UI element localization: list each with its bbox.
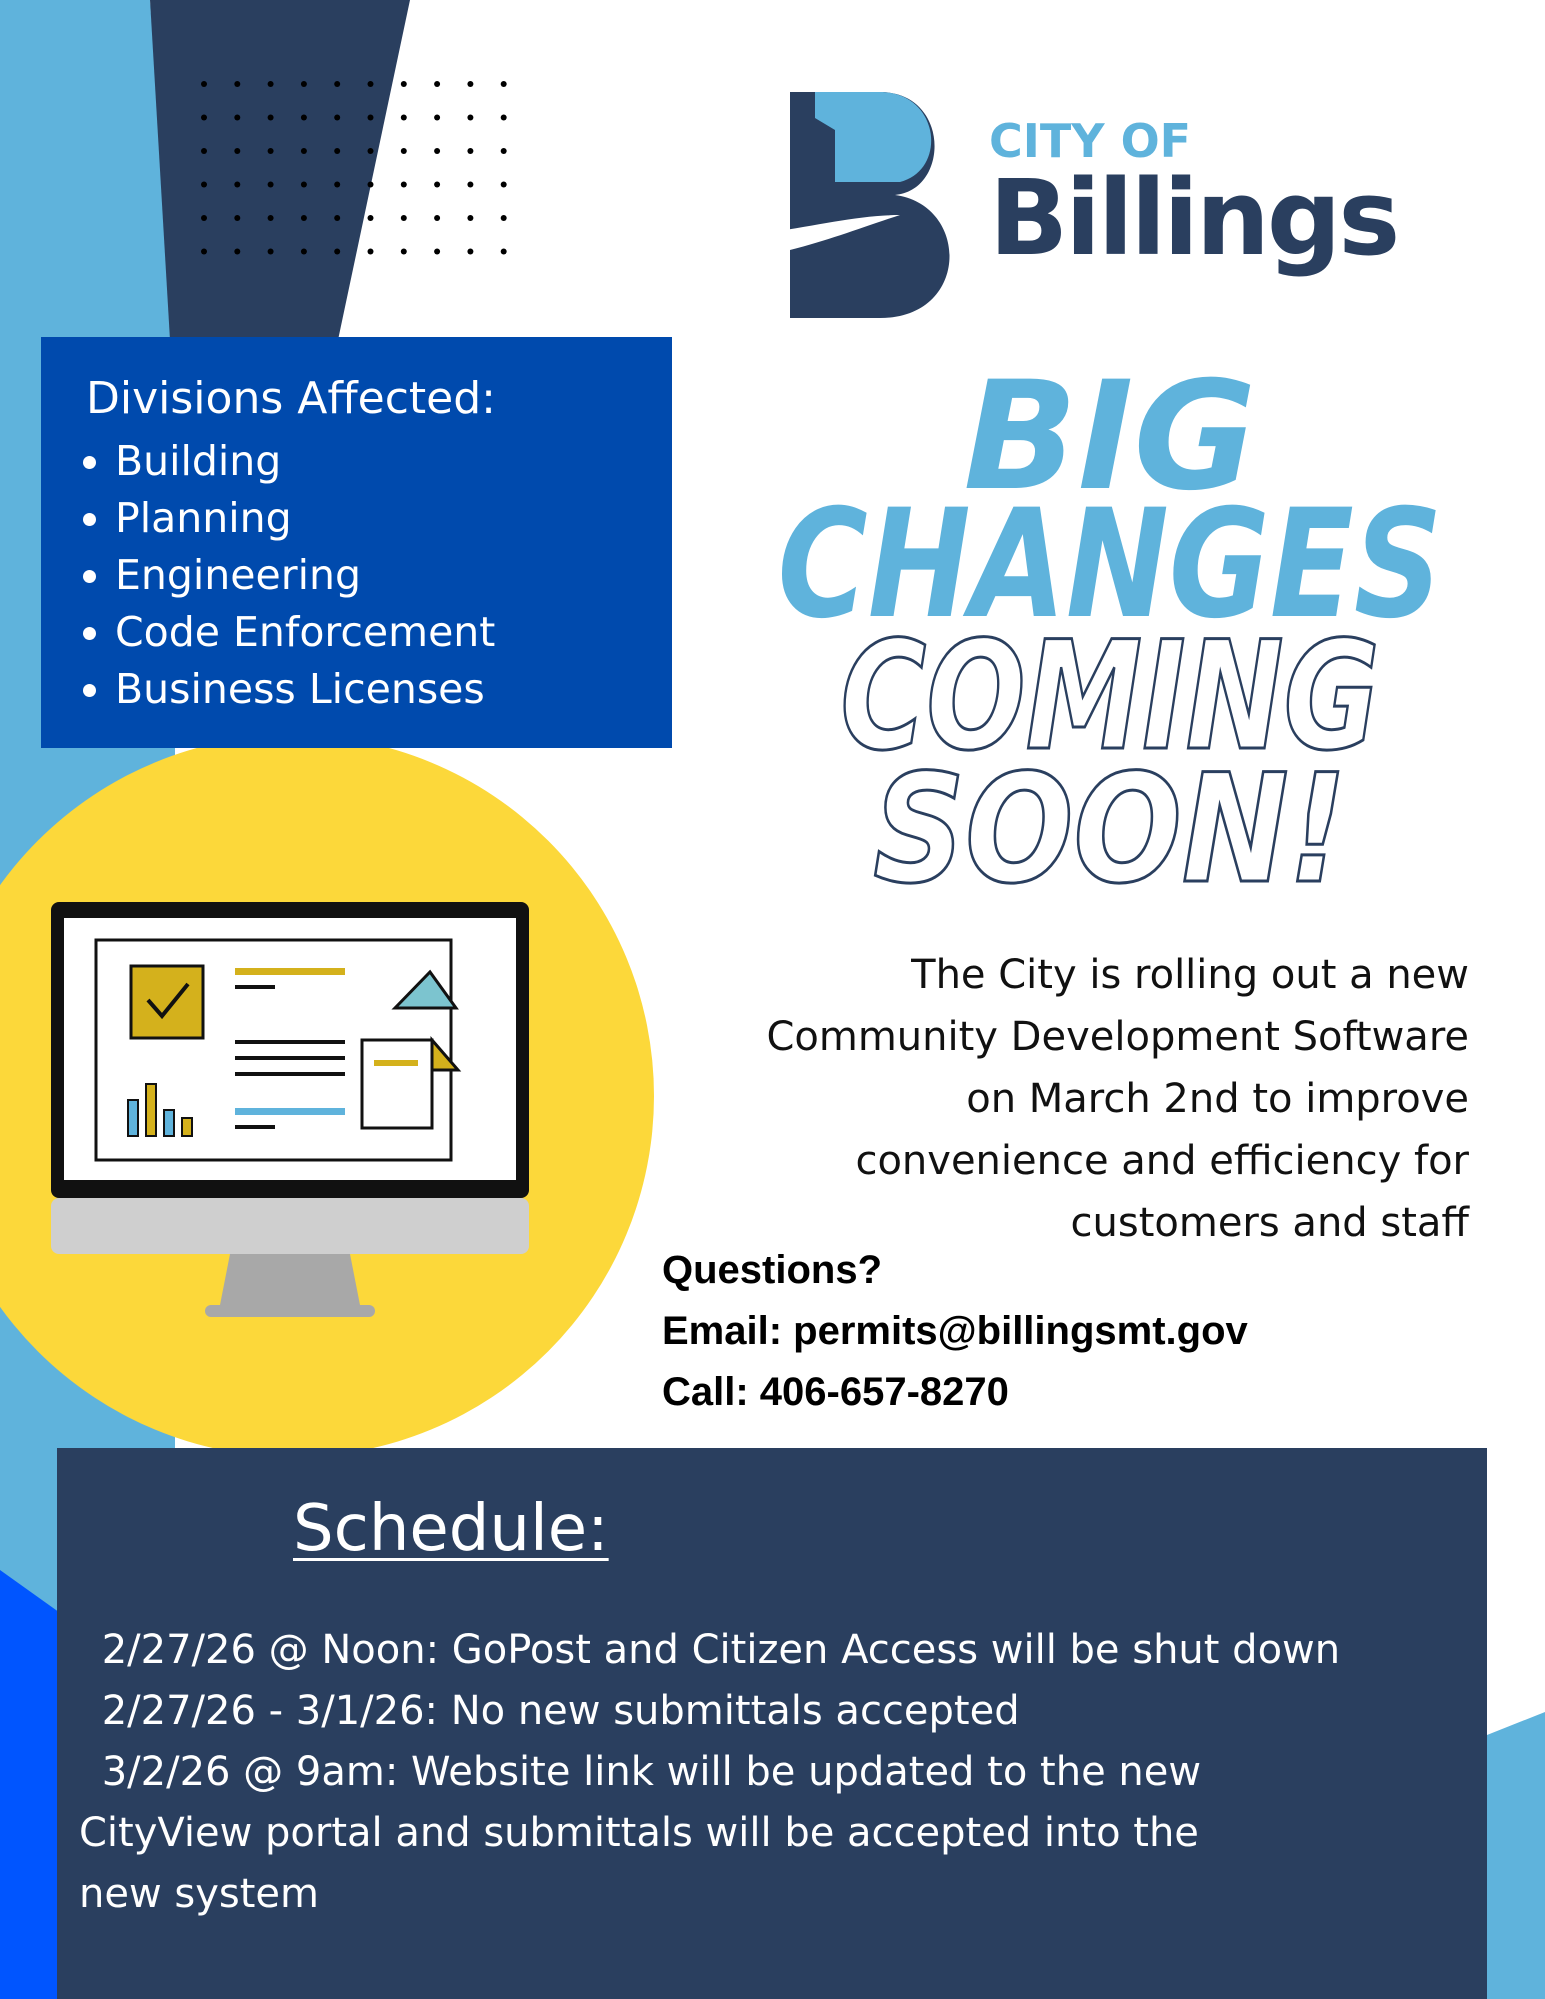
dot <box>234 81 240 87</box>
divisions-list <box>71 433 495 718</box>
headline-big: BIG <box>963 350 1257 524</box>
division-item: • Planning <box>115 490 495 547</box>
dot <box>234 249 240 255</box>
dot <box>501 148 507 154</box>
dot <box>201 115 207 121</box>
dot <box>401 249 407 255</box>
divisions-affected-box <box>41 337 672 748</box>
light-blue-right-corner-shape <box>1487 1712 1545 1999</box>
dot <box>368 81 374 87</box>
dot <box>434 182 440 188</box>
dot <box>368 182 374 188</box>
dot <box>467 182 473 188</box>
navy-wedge-shape <box>150 0 410 340</box>
dot <box>201 81 207 87</box>
headline-coming: COMING <box>840 610 1380 784</box>
dot <box>401 81 407 87</box>
schedule-line: CityView portal and submittals will be accepted into the <box>79 1810 1199 1856</box>
schedule-line: 3/2/26 @ 9am: Website link will be updated to the new <box>89 1749 1202 1795</box>
logo-billings: Billings <box>989 157 1398 279</box>
schedule-list <box>79 1620 1341 1925</box>
announcement-line: customers and staff <box>1070 1200 1469 1246</box>
dot <box>201 182 207 188</box>
dot <box>401 182 407 188</box>
dot <box>434 215 440 221</box>
dot <box>268 182 274 188</box>
division-item: • Business Licenses <box>115 661 495 718</box>
announcement-paragraph <box>569 944 1469 1254</box>
dot <box>501 215 507 221</box>
dot <box>234 148 240 154</box>
dot <box>368 148 374 154</box>
questions-label: Questions? <box>662 1248 883 1292</box>
dot <box>334 182 340 188</box>
dot <box>467 148 473 154</box>
headline-changes: CHANGES <box>777 478 1443 652</box>
headline-soon: SOON! <box>873 743 1347 917</box>
dot <box>301 115 307 121</box>
dot <box>234 115 240 121</box>
dot <box>334 115 340 121</box>
dot <box>467 249 473 255</box>
dot <box>434 148 440 154</box>
dot <box>501 81 507 87</box>
dot <box>467 215 473 221</box>
dot <box>301 81 307 87</box>
dot <box>434 249 440 255</box>
dot <box>434 81 440 87</box>
division-item: • Building <box>115 433 495 490</box>
dot <box>501 182 507 188</box>
dot <box>268 148 274 154</box>
dot <box>268 215 274 221</box>
contact-phone[interactable]: Call: 406-657-8270 <box>662 1370 1009 1414</box>
divisions-title: Divisions Affected: <box>86 373 496 424</box>
announcement-line: The City is rolling out a new <box>911 952 1469 998</box>
dot <box>501 115 507 121</box>
division-item: • Engineering <box>115 547 495 604</box>
announcement-line: convenience and efficiency for <box>855 1138 1469 1184</box>
announcement-line: Community Development Software <box>766 1014 1469 1060</box>
dot <box>334 215 340 221</box>
dot <box>301 215 307 221</box>
dot <box>368 249 374 255</box>
dot <box>334 148 340 154</box>
dot <box>401 215 407 221</box>
billings-b-logo-icon <box>772 92 950 318</box>
contact-email[interactable]: Email: permits@billingsmt.gov <box>662 1309 1248 1353</box>
dot <box>234 215 240 221</box>
dot <box>401 148 407 154</box>
dot <box>234 182 240 188</box>
division-item: • Code Enforcement <box>115 604 495 661</box>
contact-info <box>662 1240 1248 1423</box>
schedule-line: new system <box>79 1871 319 1917</box>
dot <box>201 215 207 221</box>
dot <box>368 215 374 221</box>
dot <box>268 115 274 121</box>
dot <box>467 115 473 121</box>
dot <box>334 81 340 87</box>
dot <box>401 115 407 121</box>
dot <box>334 249 340 255</box>
logo-text <box>989 114 1398 279</box>
logo-city-of: CITY OF <box>989 114 1192 168</box>
schedule-line: 2/27/26 - 3/1/26: No new submittals accepted <box>89 1688 1020 1734</box>
dot <box>268 249 274 255</box>
dot <box>301 249 307 255</box>
dot <box>301 148 307 154</box>
dot <box>201 249 207 255</box>
dot <box>201 148 207 154</box>
schedule-title: Schedule: <box>293 1492 609 1566</box>
schedule-line: 2/27/26 @ Noon: GoPost and Citizen Access will be shut down <box>89 1627 1341 1673</box>
dot <box>268 81 274 87</box>
dot <box>301 182 307 188</box>
schedule-box <box>57 1448 1487 1999</box>
dot <box>434 115 440 121</box>
announcement-line: on March 2nd to improve <box>966 1076 1469 1122</box>
dot <box>368 115 374 121</box>
dot <box>467 81 473 87</box>
dot <box>501 249 507 255</box>
